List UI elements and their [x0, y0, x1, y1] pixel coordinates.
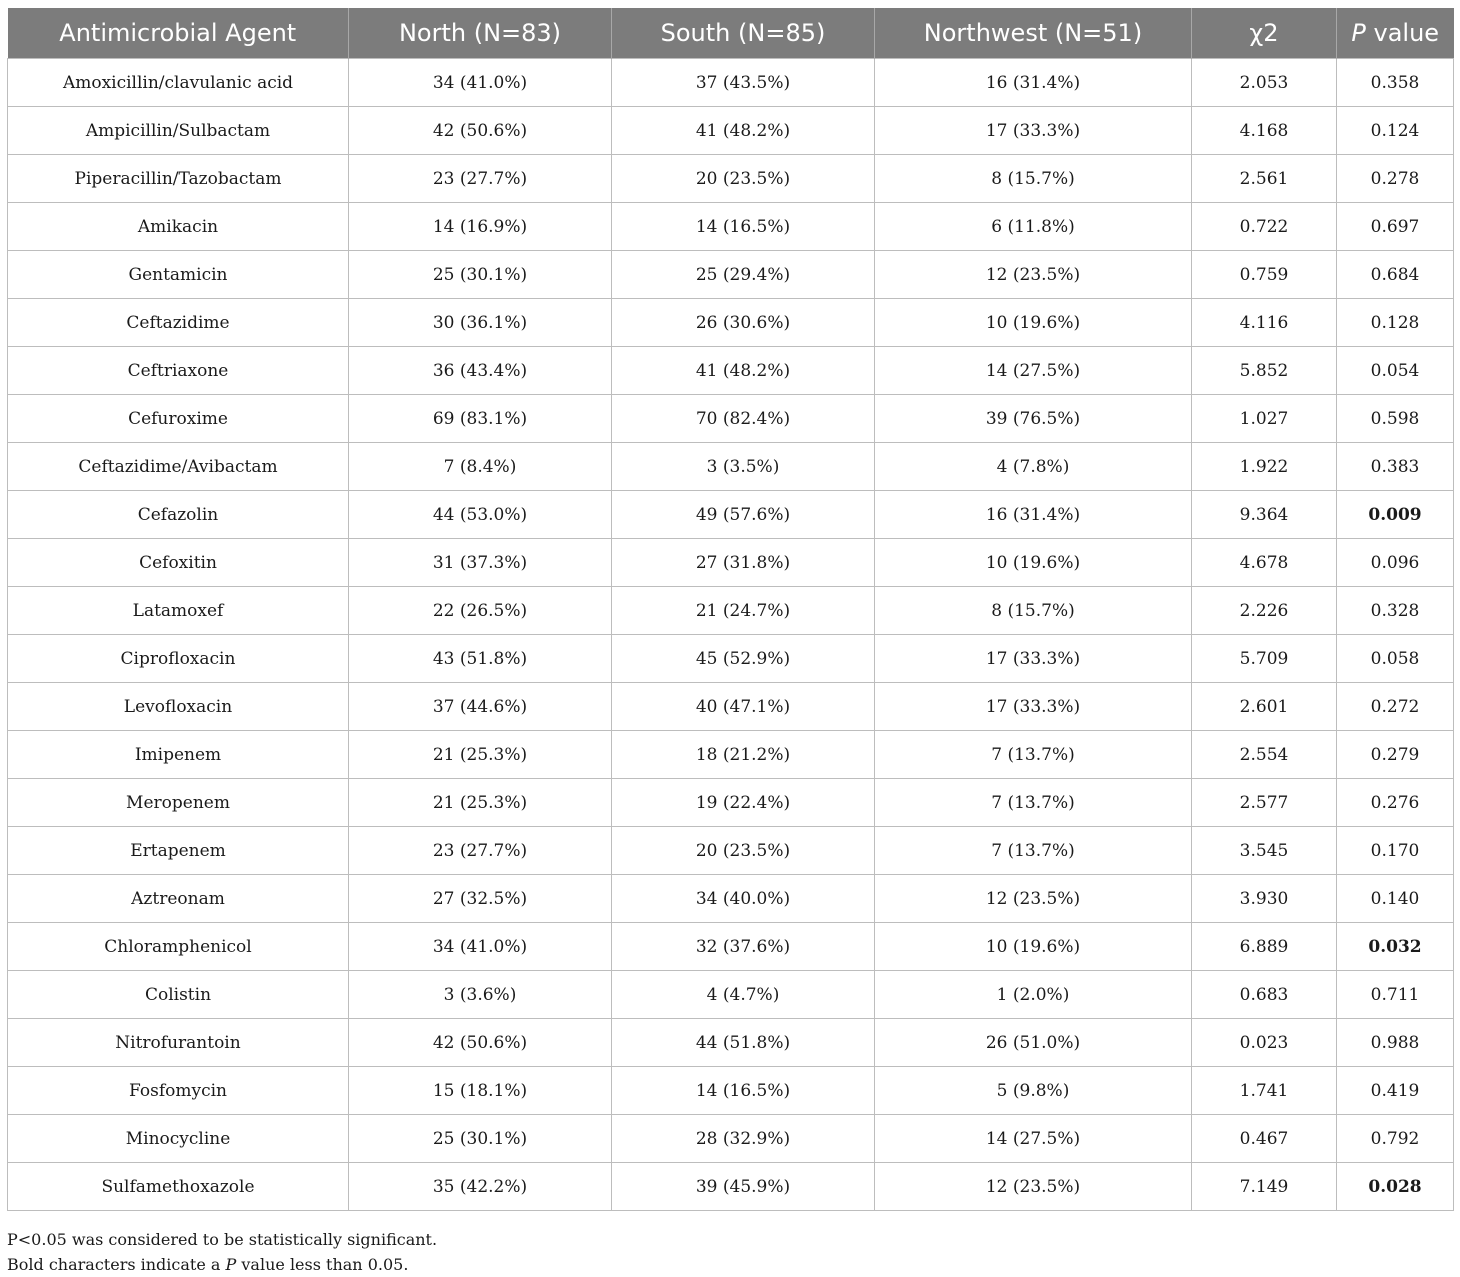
cell-north: 25 (30.1%) [349, 1115, 612, 1163]
cell-south: 20 (23.5%) [612, 827, 875, 875]
table-row [8, 203, 1454, 251]
cell-northwest: 14 (27.5%) [875, 347, 1192, 395]
cell-agent: Gentamicin [8, 251, 349, 299]
table-row [8, 299, 1454, 347]
footnote-significance: P<0.05 was considered to be statistically significant. [7, 1230, 438, 1249]
cell-p-value: 0.383 [1337, 443, 1454, 491]
cell-agent: Ampicillin/Sulbactam [8, 107, 349, 155]
header-p-value [1337, 8, 1454, 59]
cell-p-value: 0.054 [1337, 347, 1454, 395]
table-row [8, 347, 1454, 395]
header-agent: Antimicrobial Agent [8, 8, 349, 59]
cell-south: 45 (52.9%) [612, 635, 875, 683]
table-header-row [8, 8, 1454, 59]
cell-north: 37 (44.6%) [349, 683, 612, 731]
footnotes [7, 1227, 437, 1277]
resistance-table [7, 8, 1454, 1211]
cell-northwest: 12 (23.5%) [875, 251, 1192, 299]
cell-south: 4 (4.7%) [612, 971, 875, 1019]
cell-north: 30 (36.1%) [349, 299, 612, 347]
cell-south: 26 (30.6%) [612, 299, 875, 347]
cell-chi-square: 2.226 [1192, 587, 1337, 635]
cell-agent: Ertapenem [8, 827, 349, 875]
cell-northwest: 7 (13.7%) [875, 827, 1192, 875]
cell-p-value: 0.328 [1337, 587, 1454, 635]
table-row [8, 635, 1454, 683]
cell-northwest: 14 (27.5%) [875, 1115, 1192, 1163]
cell-chi-square: 4.678 [1192, 539, 1337, 587]
cell-northwest: 8 (15.7%) [875, 587, 1192, 635]
header-northwest: Northwest (N=51) [875, 8, 1192, 59]
cell-p-value: 0.028 [1337, 1163, 1454, 1211]
cell-p-value: 0.358 [1337, 59, 1454, 107]
cell-chi-square: 1.741 [1192, 1067, 1337, 1115]
cell-south: 14 (16.5%) [612, 1067, 875, 1115]
cell-south: 20 (23.5%) [612, 155, 875, 203]
cell-agent: Sulfamethoxazole [8, 1163, 349, 1211]
cell-north: 3 (3.6%) [349, 971, 612, 1019]
cell-north: 35 (42.2%) [349, 1163, 612, 1211]
cell-northwest: 7 (13.7%) [875, 779, 1192, 827]
cell-agent: Aztreonam [8, 875, 349, 923]
cell-north: 23 (27.7%) [349, 155, 612, 203]
cell-south: 40 (47.1%) [612, 683, 875, 731]
cell-south: 49 (57.6%) [612, 491, 875, 539]
cell-chi-square: 1.922 [1192, 443, 1337, 491]
cell-north: 23 (27.7%) [349, 827, 612, 875]
table-row [8, 779, 1454, 827]
cell-north: 21 (25.3%) [349, 779, 612, 827]
cell-chi-square: 4.116 [1192, 299, 1337, 347]
cell-chi-square: 2.554 [1192, 731, 1337, 779]
cell-chi-square: 0.722 [1192, 203, 1337, 251]
cell-north: 69 (83.1%) [349, 395, 612, 443]
cell-p-value: 0.009 [1337, 491, 1454, 539]
table-row [8, 1019, 1454, 1067]
cell-chi-square: 0.683 [1192, 971, 1337, 1019]
cell-chi-square: 9.364 [1192, 491, 1337, 539]
cell-agent: Cefoxitin [8, 539, 349, 587]
cell-northwest: 12 (23.5%) [875, 875, 1192, 923]
cell-south: 41 (48.2%) [612, 347, 875, 395]
cell-north: 25 (30.1%) [349, 251, 612, 299]
table-row [8, 587, 1454, 635]
cell-north: 15 (18.1%) [349, 1067, 612, 1115]
cell-agent: Minocycline [8, 1115, 349, 1163]
cell-chi-square: 2.577 [1192, 779, 1337, 827]
table-row [8, 875, 1454, 923]
cell-chi-square: 0.467 [1192, 1115, 1337, 1163]
cell-north: 42 (50.6%) [349, 107, 612, 155]
cell-northwest: 1 (2.0%) [875, 971, 1192, 1019]
footnote-bold-post: value less than 0.05. [236, 1255, 409, 1274]
table-row [8, 731, 1454, 779]
cell-agent: Ceftazidime [8, 299, 349, 347]
cell-northwest: 6 (11.8%) [875, 203, 1192, 251]
cell-agent: Nitrofurantoin [8, 1019, 349, 1067]
cell-north: 36 (43.4%) [349, 347, 612, 395]
cell-agent: Latamoxef [8, 587, 349, 635]
cell-northwest: 17 (33.3%) [875, 635, 1192, 683]
cell-agent: Colistin [8, 971, 349, 1019]
cell-agent: Amikacin [8, 203, 349, 251]
cell-northwest: 17 (33.3%) [875, 683, 1192, 731]
table-row [8, 491, 1454, 539]
cell-p-value: 0.419 [1337, 1067, 1454, 1115]
table-row [8, 395, 1454, 443]
cell-p-value: 0.279 [1337, 731, 1454, 779]
cell-northwest: 7 (13.7%) [875, 731, 1192, 779]
cell-agent: Cefazolin [8, 491, 349, 539]
cell-p-value: 0.697 [1337, 203, 1454, 251]
footnote-bold [7, 1252, 437, 1277]
header-south: South (N=85) [612, 8, 875, 59]
cell-agent: Levofloxacin [8, 683, 349, 731]
cell-northwest: 10 (19.6%) [875, 923, 1192, 971]
cell-south: 44 (51.8%) [612, 1019, 875, 1067]
cell-p-value: 0.272 [1337, 683, 1454, 731]
cell-northwest: 10 (19.6%) [875, 299, 1192, 347]
cell-p-value: 0.140 [1337, 875, 1454, 923]
cell-south: 27 (31.8%) [612, 539, 875, 587]
cell-agent: Cefuroxime [8, 395, 349, 443]
cell-chi-square: 2.053 [1192, 59, 1337, 107]
cell-chi-square: 0.759 [1192, 251, 1337, 299]
cell-north: 42 (50.6%) [349, 1019, 612, 1067]
cell-northwest: 4 (7.8%) [875, 443, 1192, 491]
cell-agent: Ceftazidime/Avibactam [8, 443, 349, 491]
header-p-rest: value [1365, 19, 1440, 47]
cell-south: 25 (29.4%) [612, 251, 875, 299]
cell-p-value: 0.684 [1337, 251, 1454, 299]
header-chi-square: χ2 [1192, 8, 1337, 59]
table-row [8, 59, 1454, 107]
cell-p-value: 0.276 [1337, 779, 1454, 827]
cell-northwest: 17 (33.3%) [875, 107, 1192, 155]
cell-south: 28 (32.9%) [612, 1115, 875, 1163]
cell-agent: Chloramphenicol [8, 923, 349, 971]
cell-chi-square: 7.149 [1192, 1163, 1337, 1211]
cell-south: 21 (24.7%) [612, 587, 875, 635]
table-row [8, 443, 1454, 491]
cell-northwest: 39 (76.5%) [875, 395, 1192, 443]
cell-northwest: 26 (51.0%) [875, 1019, 1192, 1067]
table-row [8, 971, 1454, 1019]
cell-chi-square: 2.561 [1192, 155, 1337, 203]
cell-chi-square: 4.168 [1192, 107, 1337, 155]
cell-south: 37 (43.5%) [612, 59, 875, 107]
cell-north: 7 (8.4%) [349, 443, 612, 491]
cell-south: 39 (45.9%) [612, 1163, 875, 1211]
cell-p-value: 0.096 [1337, 539, 1454, 587]
cell-north: 34 (41.0%) [349, 59, 612, 107]
cell-agent: Fosfomycin [8, 1067, 349, 1115]
cell-p-value: 0.711 [1337, 971, 1454, 1019]
cell-northwest: 16 (31.4%) [875, 59, 1192, 107]
cell-chi-square: 6.889 [1192, 923, 1337, 971]
cell-p-value: 0.058 [1337, 635, 1454, 683]
table-body [8, 59, 1454, 1211]
footnote-bold-pre: Bold characters indicate a [7, 1255, 226, 1274]
cell-northwest: 10 (19.6%) [875, 539, 1192, 587]
cell-p-value: 0.598 [1337, 395, 1454, 443]
cell-agent: Ciprofloxacin [8, 635, 349, 683]
cell-northwest: 5 (9.8%) [875, 1067, 1192, 1115]
cell-north: 27 (32.5%) [349, 875, 612, 923]
cell-south: 18 (21.2%) [612, 731, 875, 779]
cell-p-value: 0.278 [1337, 155, 1454, 203]
cell-chi-square: 3.930 [1192, 875, 1337, 923]
cell-chi-square: 2.601 [1192, 683, 1337, 731]
cell-northwest: 8 (15.7%) [875, 155, 1192, 203]
results-table-container [7, 8, 1453, 1211]
footnote-bold-italic: P [225, 1255, 237, 1274]
cell-agent: Amoxicillin/clavulanic acid [8, 59, 349, 107]
cell-northwest: 12 (23.5%) [875, 1163, 1192, 1211]
header-p-italic: P [1351, 19, 1366, 47]
cell-agent: Meropenem [8, 779, 349, 827]
cell-p-value: 0.792 [1337, 1115, 1454, 1163]
cell-chi-square: 0.023 [1192, 1019, 1337, 1067]
cell-p-value: 0.032 [1337, 923, 1454, 971]
cell-chi-square: 3.545 [1192, 827, 1337, 875]
cell-chi-square: 5.852 [1192, 347, 1337, 395]
table-row [8, 1163, 1454, 1211]
cell-south: 32 (37.6%) [612, 923, 875, 971]
table-row [8, 251, 1454, 299]
cell-north: 43 (51.8%) [349, 635, 612, 683]
cell-south: 3 (3.5%) [612, 443, 875, 491]
table-row [8, 1067, 1454, 1115]
header-north: North (N=83) [349, 8, 612, 59]
table-row [8, 923, 1454, 971]
cell-agent: Imipenem [8, 731, 349, 779]
cell-south: 34 (40.0%) [612, 875, 875, 923]
cell-p-value: 0.124 [1337, 107, 1454, 155]
cell-agent: Ceftriaxone [8, 347, 349, 395]
cell-chi-square: 1.027 [1192, 395, 1337, 443]
cell-north: 14 (16.9%) [349, 203, 612, 251]
cell-south: 14 (16.5%) [612, 203, 875, 251]
table-row [8, 1115, 1454, 1163]
cell-south: 70 (82.4%) [612, 395, 875, 443]
cell-north: 34 (41.0%) [349, 923, 612, 971]
table-row [8, 107, 1454, 155]
cell-p-value: 0.170 [1337, 827, 1454, 875]
cell-north: 44 (53.0%) [349, 491, 612, 539]
cell-north: 21 (25.3%) [349, 731, 612, 779]
cell-south: 19 (22.4%) [612, 779, 875, 827]
cell-p-value: 0.988 [1337, 1019, 1454, 1067]
cell-south: 41 (48.2%) [612, 107, 875, 155]
table-row [8, 539, 1454, 587]
table-row [8, 827, 1454, 875]
cell-north: 22 (26.5%) [349, 587, 612, 635]
table-row [8, 155, 1454, 203]
cell-northwest: 16 (31.4%) [875, 491, 1192, 539]
cell-agent: Piperacillin/Tazobactam [8, 155, 349, 203]
table-row [8, 683, 1454, 731]
cell-north: 31 (37.3%) [349, 539, 612, 587]
cell-p-value: 0.128 [1337, 299, 1454, 347]
cell-chi-square: 5.709 [1192, 635, 1337, 683]
